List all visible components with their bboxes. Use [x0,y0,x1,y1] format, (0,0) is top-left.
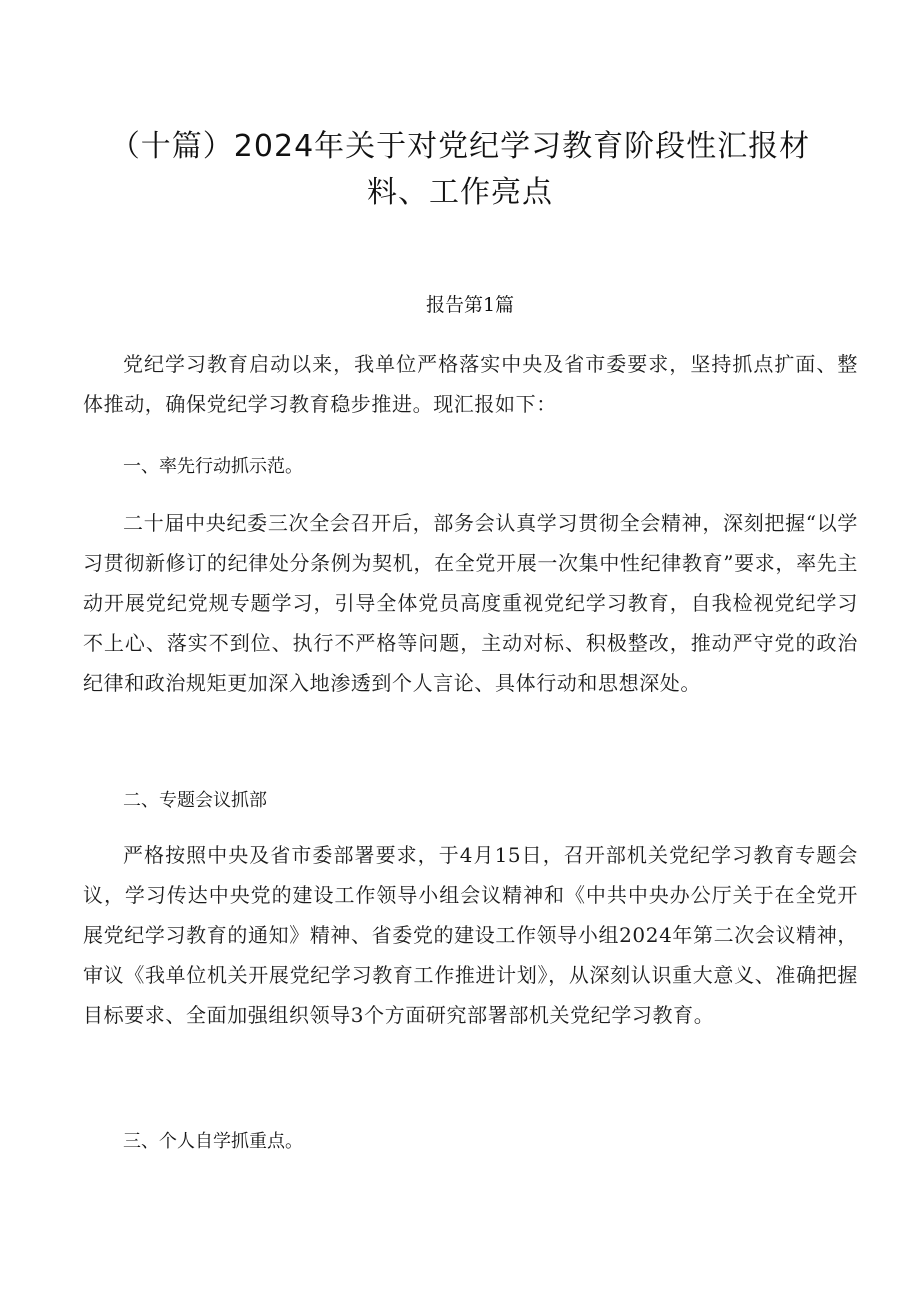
report-label: 报告第1篇 [425,294,515,316]
section-heading-1: 一、率先行动抓示范。 [123,456,303,477]
document-title: （十篇）2024年关于对党纪学习教育阶段性汇报材料、工作亮点 [109,129,811,210]
section-heading-3: 三、个人自学抓重点。 [123,1131,303,1152]
section-body-1: 二十届中央纪委三次全会召开后，部务会认真学习贯彻全会精神，深刻把握“以学习贯彻新修订的纪律处分条例为契机，在全党开展一次集中性纪律教育”要求，率先主动开展党纪党规专题学习，引导全体党员高度重视党纪学习教育，自我检视党纪学习不上心、落实不到位、执行不严格等问题，主动对标、积极整改，推动严守党的政治纪律和政治规矩更加深入地渗透到个人言论、具体行动和思想深处。 [83,511,858,695]
section-body-2: 严格按照中央及省市委部署要求，于4月15日，召开部机关党纪学习教育专题会议，学习传达中央党的建设工作领导小组会议精神和《中共中央办公厅关于在全党开展党纪学习教育的通知》精神、省委党的建设工作领导小组2024年第二次会议精神，审议《我单位机关开展党纪学习教育工作推进计划》，从深刻认识重大意义、准确把握目标要求、全面加强组织领导3个方面研究部署部机关党纪学习教育。 [83,843,858,1027]
intro-paragraph: 党纪学习教育启动以来，我单位严格落实中央及省市委要求，坚持抓点扩面、整体推动，确保党纪学习教育稳步推进。现汇报如下： [83,352,858,416]
section-heading-2: 二、专题会议抓部 [123,790,267,811]
